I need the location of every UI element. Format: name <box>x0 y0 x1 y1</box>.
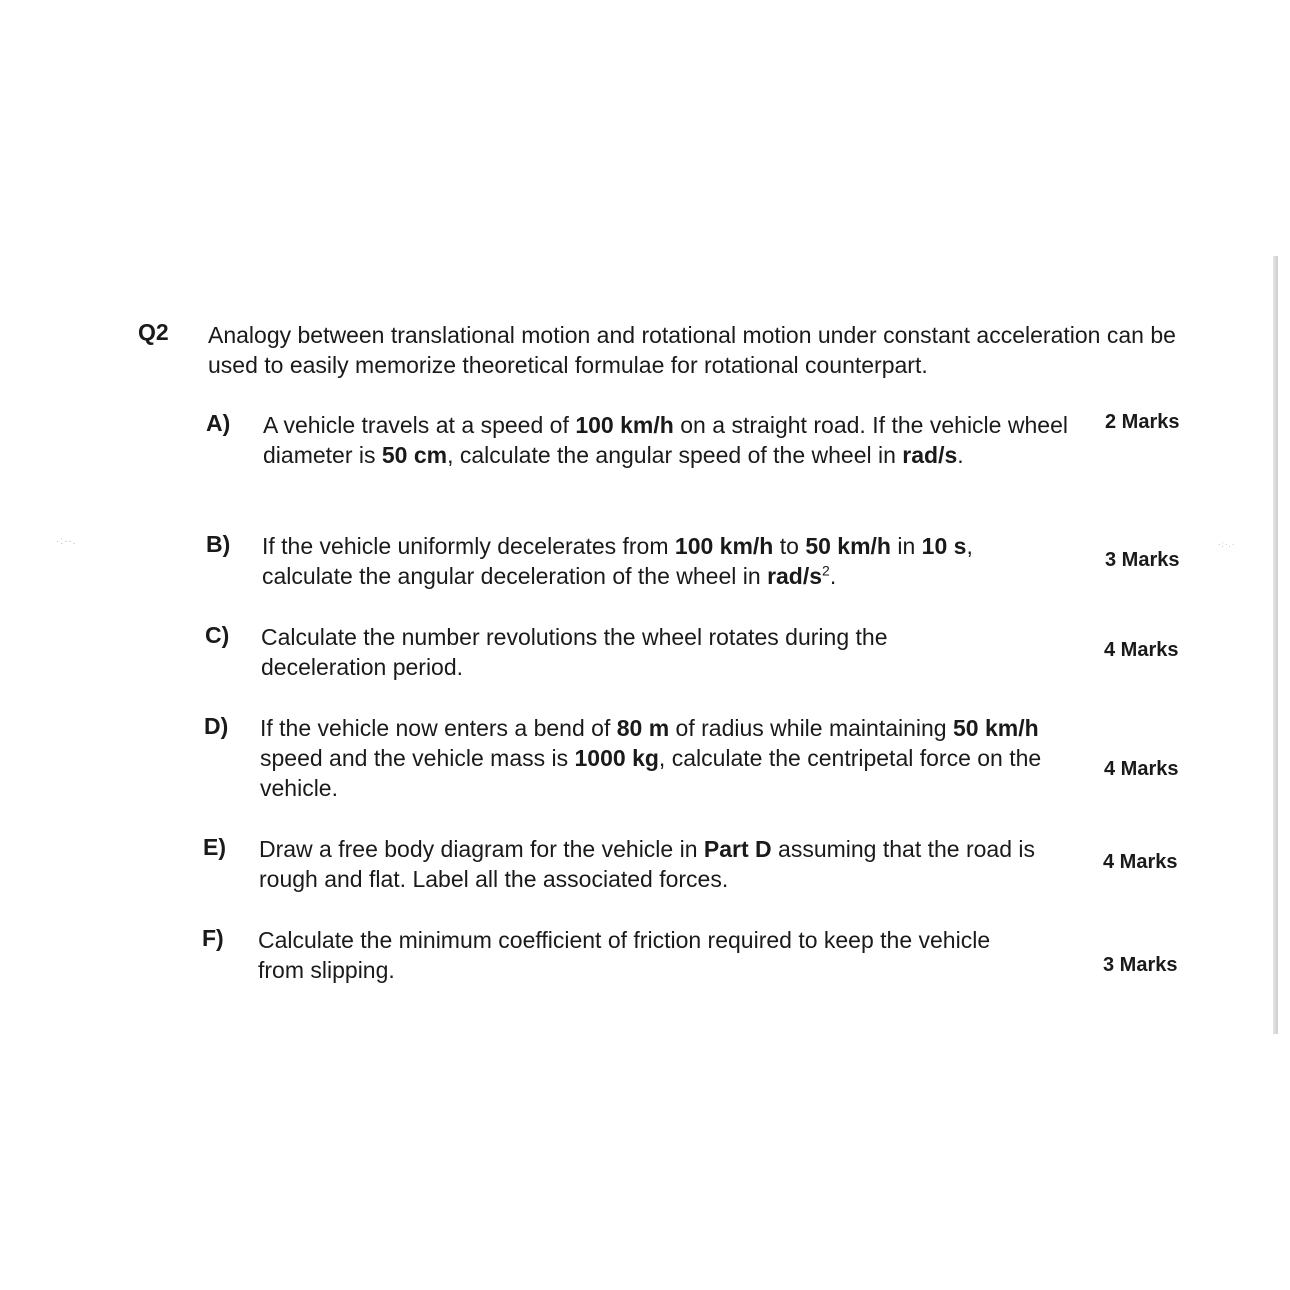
part-c-text: Calculate the number revolutions the wheel rotates during the deceleration period. <box>261 624 888 680</box>
part-b-label: B) <box>206 531 231 557</box>
scan-smudge-left: ·:··. <box>56 536 77 547</box>
part-e-marks: 4 Marks <box>1103 851 1178 873</box>
part-a-marks: 2 Marks <box>1105 411 1180 433</box>
part-e-text: Draw a free body diagram for the vehicle in Part D assuming that the road is rough and flat. Label all the associated forces. <box>259 836 1036 892</box>
part-f-label: F) <box>202 925 224 951</box>
scanned-page-edge <box>1273 256 1278 1034</box>
part-e-label: E) <box>203 834 226 860</box>
part-f-text: Calculate the minimum coefficient of friction required to keep the vehicle from slipping. <box>258 927 991 983</box>
part-d-text: If the vehicle now enters a bend of 80 m of radius while maintaining 50 km/h speed and the vehicle mass is 1000 kg, calculate the centripetal force on the vehicle. <box>260 715 1042 801</box>
part-a-text: A vehicle travels at a speed of 100 km/h on a straight road. If the vehicle wheel diameter is 50 cm, calculate the angular speed of the wheel in rad/s. <box>263 412 1068 468</box>
part-f-marks: 3 Marks <box>1103 954 1178 976</box>
part-c-label: C) <box>205 622 230 648</box>
part-b-marks: 3 Marks <box>1105 549 1180 571</box>
part-d-label: D) <box>204 713 229 739</box>
question-intro: Analogy between translational motion and rotational motion under constant acceleration can be used to easily memorize theoretical formulae for rotational counterpart. <box>208 322 1176 378</box>
part-c-marks: 4 Marks <box>1104 639 1179 661</box>
question-number: Q2 <box>138 319 169 345</box>
part-a-label: A) <box>206 410 231 436</box>
scan-smudge-right: ·:·.· <box>1218 540 1236 549</box>
part-b-text: If the vehicle uniformly decelerates from 100 km/h to 50 km/h in 10 s, calculate the angular deceleration of the wheel in rad/$s^2$. <box>262 533 973 589</box>
part-d-marks: 4 Marks <box>1104 758 1179 780</box>
